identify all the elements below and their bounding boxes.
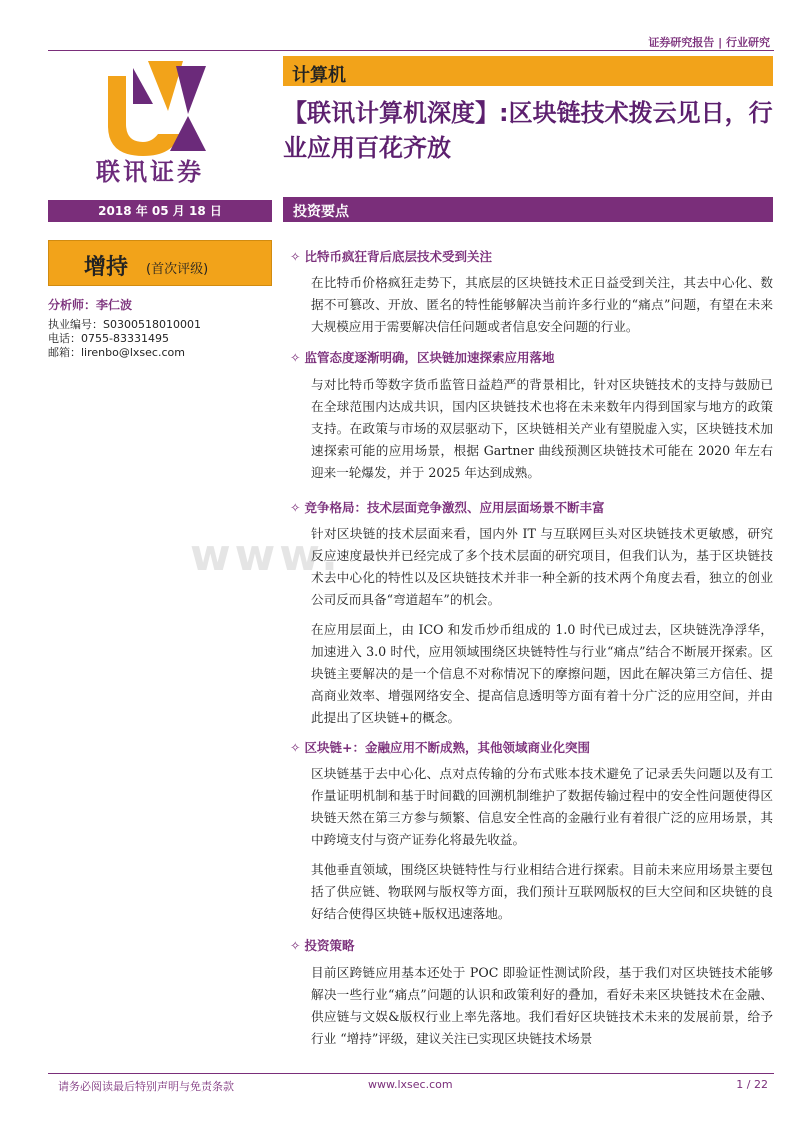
paragraph: 与对比特币等数字货币监管日益趋严的背景相比，针对区块链技术的支持与鼓励已在全球范围内达成共识，国内区块链技术也将在未来数年内得到国家与地方的政策支持。在政策与市场的双层驱动下，区块链相关产业有望脱虚入实，区块链技术加速探索可能的应用场景，根据 Gartner 曲线预测区块链技术可能在 2020 年左右迎来一轮爆发，并于 2025 年达到成熟。 [311,377,773,480]
diamond-icon: ✧ [290,500,301,515]
bottom-rule [48,1073,774,1074]
footer-website: www.lxsec.com [368,1078,453,1091]
report-type: 证券研究报告 | 行业研究 [648,36,770,49]
footer-disclaimer: 请务必阅读最后特别声明与免责条款 [58,1080,234,1093]
sector-label: 计算机 [292,65,346,86]
logo-company-name: 联讯证券 [96,157,204,186]
paragraph: 在比特币价格疯狂走势下，其底层的区块链技术正日益受到关注，其去中心化、数据不可篡改、开放、匿名的特性能够解决当前许多行业的“痛点”问题，有望在未来大规模应用于需要解决信任问题或者信息安全问题的行业。 [311,275,773,334]
diamond-icon: ✧ [290,350,301,365]
section-bar [283,197,773,222]
analyst-phone: 电话：0755-83331495 [48,332,169,345]
sector-bar [283,56,773,86]
paragraph: 目前区跨链应用基本还处于 POC 即验证性测试阶段，基于我们对区块链技术能够解决一些行业“痛点”问题的认识和政策利好的叠加，看好未来区块链技术在金融、供应链与文娱&版权行业上率先落地。我们看好区块链技术未来的发展前景，给予行业 “增持”评级，建议关注已实现区块链技术场景 [311,965,773,1046]
paragraph: 其他垂直领域，围绕区块链特性与行业相结合进行探索。目前未来应用场景主要包括了供应链、物联网与版权等方面，我们预计互联网版权的巨大空间和区块链的良好结合使得区块链+版权迅速落地。 [311,862,773,921]
paragraph: 在应用层面上，由 ICO 和发币炒币组成的 1.0 时代已成过去，区块链洗净浮华，加速进入 3.0 时代，应用领域围绕区块链特性与行业“痛点”结合不断展开探索。区块链主要解决的是一个信息不对称情况下的摩擦问题，因此在解决第三方信任、提高商业效率、增强网络安全、提高信息透明等方面有着十分广泛的应用空间，并由此提出了区块链+的概念。 [311,622,773,725]
paragraph: 针对区块链的技术层面来看，国内外 IT 与互联网巨头对区块链技术更敏感，研究反应速度最快并已经完成了多个技术层面的研究项目，但我们认为，基于区块链技术去中心化的特性以及区块链技术并非一种全新的技术两个角度去看，独立的创业公司反而具备“弯道超车”的机会。 [311,526,773,607]
diamond-icon: ✧ [290,740,301,755]
section-heading: ✧ 区块链+：金融应用不断成熟，其他领域商业化突围 [290,740,590,755]
analyst-email: 邮箱：lirenbo@lxsec.com [48,346,185,359]
report-date: 2018 年 05 月 18 日 [48,200,272,222]
section-heading: ✧ 投资策略 [290,938,355,953]
section-heading: ✧ 比特币疯狂背后底层技术受到关注 [290,249,492,264]
page-number: 1 / 22 [736,1078,768,1091]
diamond-icon: ✧ [290,938,301,953]
section-heading: ✧ 竞争格局：技术层面竞争激烈、应用层面场景不断丰富 [290,500,605,515]
paragraph: 区块链基于去中心化、点对点传输的分布式账本技术避免了记录丢失问题以及有工作量证明机制和基于时间戳的回溯机制维护了数据传输过程中的安全性问题使得区块链天然在第三方参与频繁、信息安全性高的金融行业有着很广泛的应用场景，其中跨境支付与资产证券化将最先收益。 [311,766,773,847]
rating-sub: (首次评级) [146,262,209,277]
diamond-icon: ✧ [290,249,301,264]
watermark: www. [190,530,342,581]
rating-main: 增持 [84,255,129,280]
analyst-license: 执业编号：S0300518010001 [48,318,201,331]
section-title: 投资要点 [293,204,349,220]
top-rule [48,50,774,51]
analyst-name: 分析师：李仁波 [48,298,133,312]
report-title: 【联讯计算机深度】:区块链技术拨云见日，行业应用百花齐放 [283,99,773,162]
section-heading: ✧ 监管态度逐渐明确，区块链加速探索应用落地 [290,350,555,365]
